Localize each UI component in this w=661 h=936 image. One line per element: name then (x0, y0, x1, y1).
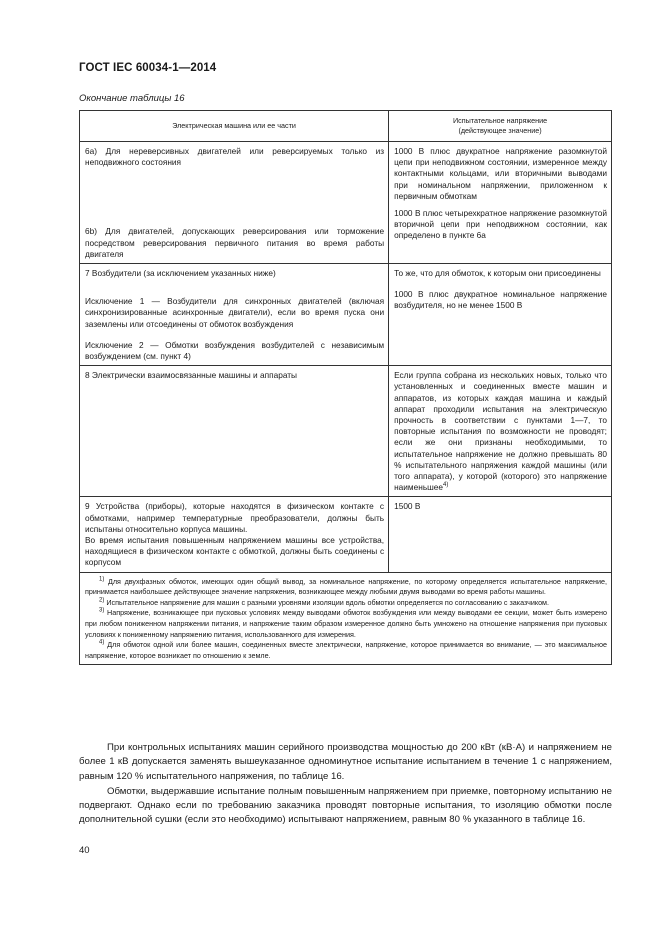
row-7-machine (80, 264, 389, 366)
body-text (79, 741, 612, 828)
exception-2-text: Исключение 2 — Обмотки возбуждения возбудителей с независимым возбуждением (см. пункт 4) (85, 339, 385, 362)
test-voltage-table (79, 110, 612, 665)
page-number: 40 (79, 845, 90, 856)
exception-1-voltage: 1000 В плюс двукратное номинальное напряжение возбудителя, но не менее 1500 В (394, 289, 607, 311)
item-8-text: 8 Электрически взаимосвязанные машины и аппараты (85, 370, 298, 381)
item-8-voltage (394, 370, 607, 493)
footnote-ref-4: 4) (443, 482, 449, 489)
document-header: ГОСТ IEC 60034-1—2014 (79, 62, 217, 74)
table-footnotes (80, 572, 612, 665)
footnote-3-text: Напряжение, возникающее при пусковых условиях между выводами обмоток возбуждения или между выводами ее секции, может быть измерено при любом пониженном напряжении питания, и напряжение таким образом измеренное должно быть умножено на отношение напряжения при пусковых условиях к пониженному напряжению питания, использованного для измерения. (85, 608, 607, 639)
item-8-voltage-text: Если группа собрана из нескольких новых, только что установленных и соединенных вместе машин и аппаратов, из которых каждая машина и каждый аппарат проходили испытания на электрическую прочность в соответствии с пунктами 1—7, то повторные испытания по возможности не проводят; если же они признаны необходимыми, то испытательное напряжение не должно превышать 80 % испытательного напряжения каждой машины (или того аппарата), у которой (которого) это напряжение наименьшее (394, 370, 607, 493)
table-caption: Окончание таблицы 16 (79, 93, 185, 104)
paragraph-2: Обмотки, выдержавшие испытание полным повышенным напряжением при приемке, повторному испытанию не подвергают. Однако если по требованию заказчика проводят повторные испытания, то изоляцию обмотки после дополнительной сушки (если это необходимо) испытывают напряжением, равным 80 % указанного в таблице 16. (79, 785, 612, 826)
footnote-2-text: Испытательное напряжение для машин с разными уровнями изоляции вдоль обмотки определяется по согласованию с заказчиком. (106, 597, 549, 607)
table-header-row (80, 111, 612, 142)
column-header-voltage-line1: Испытательное напряжение (452, 116, 548, 125)
table-row (80, 264, 612, 366)
item-6a-voltage: 1000 В плюс двукратное напряжение разомкнутой цепи при неподвижном состоянии, измеренное между контактными кольцами, или вторичными выводами при номинальном напряжении, приложенном к первичным обмоткам (394, 146, 607, 201)
footnote-4 (85, 640, 607, 661)
table-row (80, 497, 612, 572)
footnote-1 (85, 577, 607, 598)
table-notes-row (80, 572, 612, 665)
footnote-1-num: 1) (99, 576, 105, 583)
row-7-voltage (389, 264, 612, 366)
row-8-voltage (389, 366, 612, 497)
item-9-text-1: 9 Устройства (приборы), которые находятся в физическом контакте с обмотками, например температурные преобразователи, должны быть испытаны относительно корпуса машины. (85, 501, 385, 534)
footnote-2-num: 2) (99, 597, 105, 604)
row-9-machine (80, 497, 389, 572)
footnote-3-num: 3) (99, 608, 105, 615)
column-header-machine: Электрическая машина или ее части (80, 111, 389, 142)
exception-1-text: Исключение 1 — Возбудители для синхронных двигателей (включая синхронизированные асинхронные двигатели), если во время пуска они заземлены или отсоединены от обмоток возбуждения (85, 296, 385, 329)
column-header-voltage-line2: (действующее значение) (458, 126, 542, 135)
row-6-voltage (389, 142, 612, 264)
item-6a-text: 6а) Для нереверсивных двигателей или реверсируемых только из неподвижного состояния (85, 146, 385, 168)
row-9-voltage (389, 497, 612, 572)
footnote-4-text: Для обмоток одной или более машин, соединенных вместе электрически, напряжение, которое принимается во внимание, — это максимальное напряжение, которое возникает по отношению к земле. (85, 640, 608, 660)
item-6b-voltage: 1000 В плюс четырехкратное напряжение разомкнутой вторичной цепи при неподвижном состоянии, как определено в пункте 6а (394, 208, 607, 241)
table-row (80, 366, 612, 497)
item-9-voltage: 1500 В (394, 501, 421, 512)
row-6-machine (80, 142, 389, 264)
footnote-1-text: Для двухфазных обмоток, имеющих один общий вывод, за номинальное напряжение, по которому определяется испытательное напряжение, принимается наибольшее действующее значение напряжения, возникающее между любыми двумя выводами во время работы машины. (85, 576, 607, 597)
column-header-voltage (389, 111, 612, 142)
footnote-4-num: 4) (99, 639, 105, 646)
footnote-2 (85, 598, 607, 609)
item-7-voltage: То же, что для обмоток, к которым они присоединены (394, 268, 601, 279)
paragraph-1: При контрольных испытаниях машин серийного производства мощностью до 200 кВт (кВ·А) и напряжением не более 1 кВ допускается заменять вышеуказанное одноминутное испытание испытанием в течение 1 с напряжением, равным 120 % испытательного напряжения, по таблице 16. (79, 742, 612, 782)
row-8-machine (80, 366, 389, 497)
footnote-3 (85, 608, 607, 640)
item-7-text: 7 Возбудители (за исключением указанных ниже) (85, 268, 276, 279)
item-6b-text: 6b) Для двигателей, допускающих реверсирования или торможение посредством реверсирования первичного питания во время работы двигателя (85, 226, 385, 259)
item-9-text-2: Во время испытания повышенным напряжением машины все устройства, находящиеся в физическом контакте с обмоткой, должны быть соединены с корпусом (85, 535, 385, 568)
table-row (80, 142, 612, 264)
